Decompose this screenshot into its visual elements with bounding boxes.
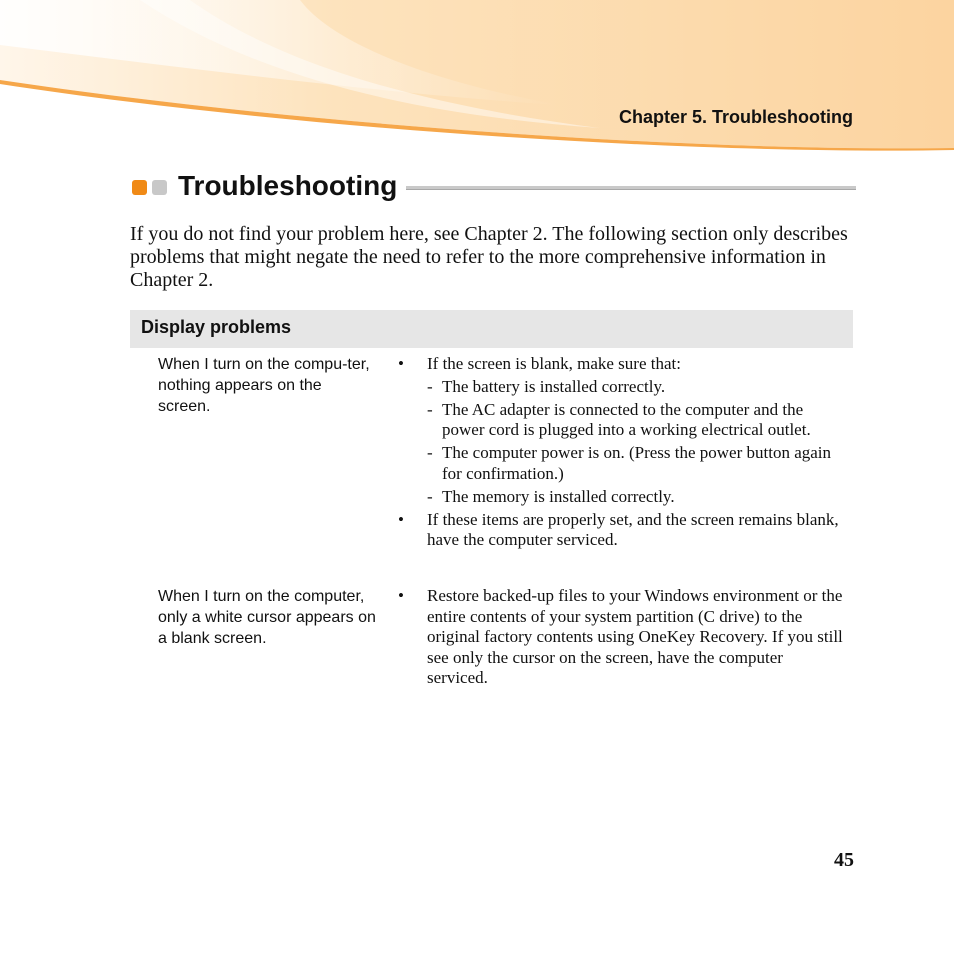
sub-item: [398, 400, 844, 441]
sub-item: [398, 377, 844, 398]
chapter-title: Chapter 5. Troubleshooting: [618, 107, 853, 127]
solution-text: If the screen is blank, make sure that:: [427, 354, 681, 373]
bullet-icon: •: [398, 354, 404, 373]
intro-paragraph: If you do not find your problem here, see Chapter 2. The following section only describes problems that might negate the need to refer to the more comprehensive information in Chapter 2.: [130, 223, 848, 291]
page-title: Troubleshooting: [178, 170, 398, 201]
sub-item-text: The computer power is on. (Press the power button again for confirmation.): [442, 443, 832, 483]
solution-item: [398, 586, 844, 689]
solution-item: [398, 510, 844, 551]
table-header: [130, 310, 853, 348]
dash-icon: -: [427, 399, 433, 419]
sub-item-text: The AC adapter is connected to the computer and the power cord is plugged into a working electrical outlet.: [442, 399, 811, 439]
problem-text: When I turn on the computer, only a white cursor appears on a blank screen.: [158, 588, 376, 647]
sub-item-text: The battery is installed correctly.: [442, 376, 666, 396]
dash-icon: -: [427, 443, 433, 462]
table-heading-label: Display problems: [141, 317, 292, 337]
heading-rule: [406, 186, 856, 190]
dash-icon: -: [427, 486, 433, 506]
solution-text: If these items are properly set, and the screen remains blank, have the computer serviced.: [427, 509, 839, 549]
bullet-icon: •: [398, 509, 404, 529]
solution-list: [398, 586, 844, 691]
bullet-icon: •: [398, 586, 404, 605]
dash-icon: -: [427, 376, 433, 396]
gray-square-icon: [152, 180, 167, 195]
solution-item: [398, 354, 844, 375]
sub-item-text: The memory is installed correctly.: [442, 486, 675, 506]
solution-list: [398, 354, 844, 553]
orange-square-icon: [132, 180, 147, 195]
problem-text: When I turn on the compu-ter, nothing appears on the screen.: [158, 356, 370, 415]
sub-item: [398, 443, 844, 484]
section-heading: [130, 170, 856, 204]
page-number: 45: [834, 849, 854, 871]
header-decoration: [0, 0, 954, 160]
sub-item: [398, 487, 844, 508]
solution-text: Restore backed-up files to your Windows environment or the entire contents of your system partition (C drive) to the original factory contents using OneKey Recovery. If you still see only the cursor on the screen, have the computer serviced.: [427, 586, 843, 687]
